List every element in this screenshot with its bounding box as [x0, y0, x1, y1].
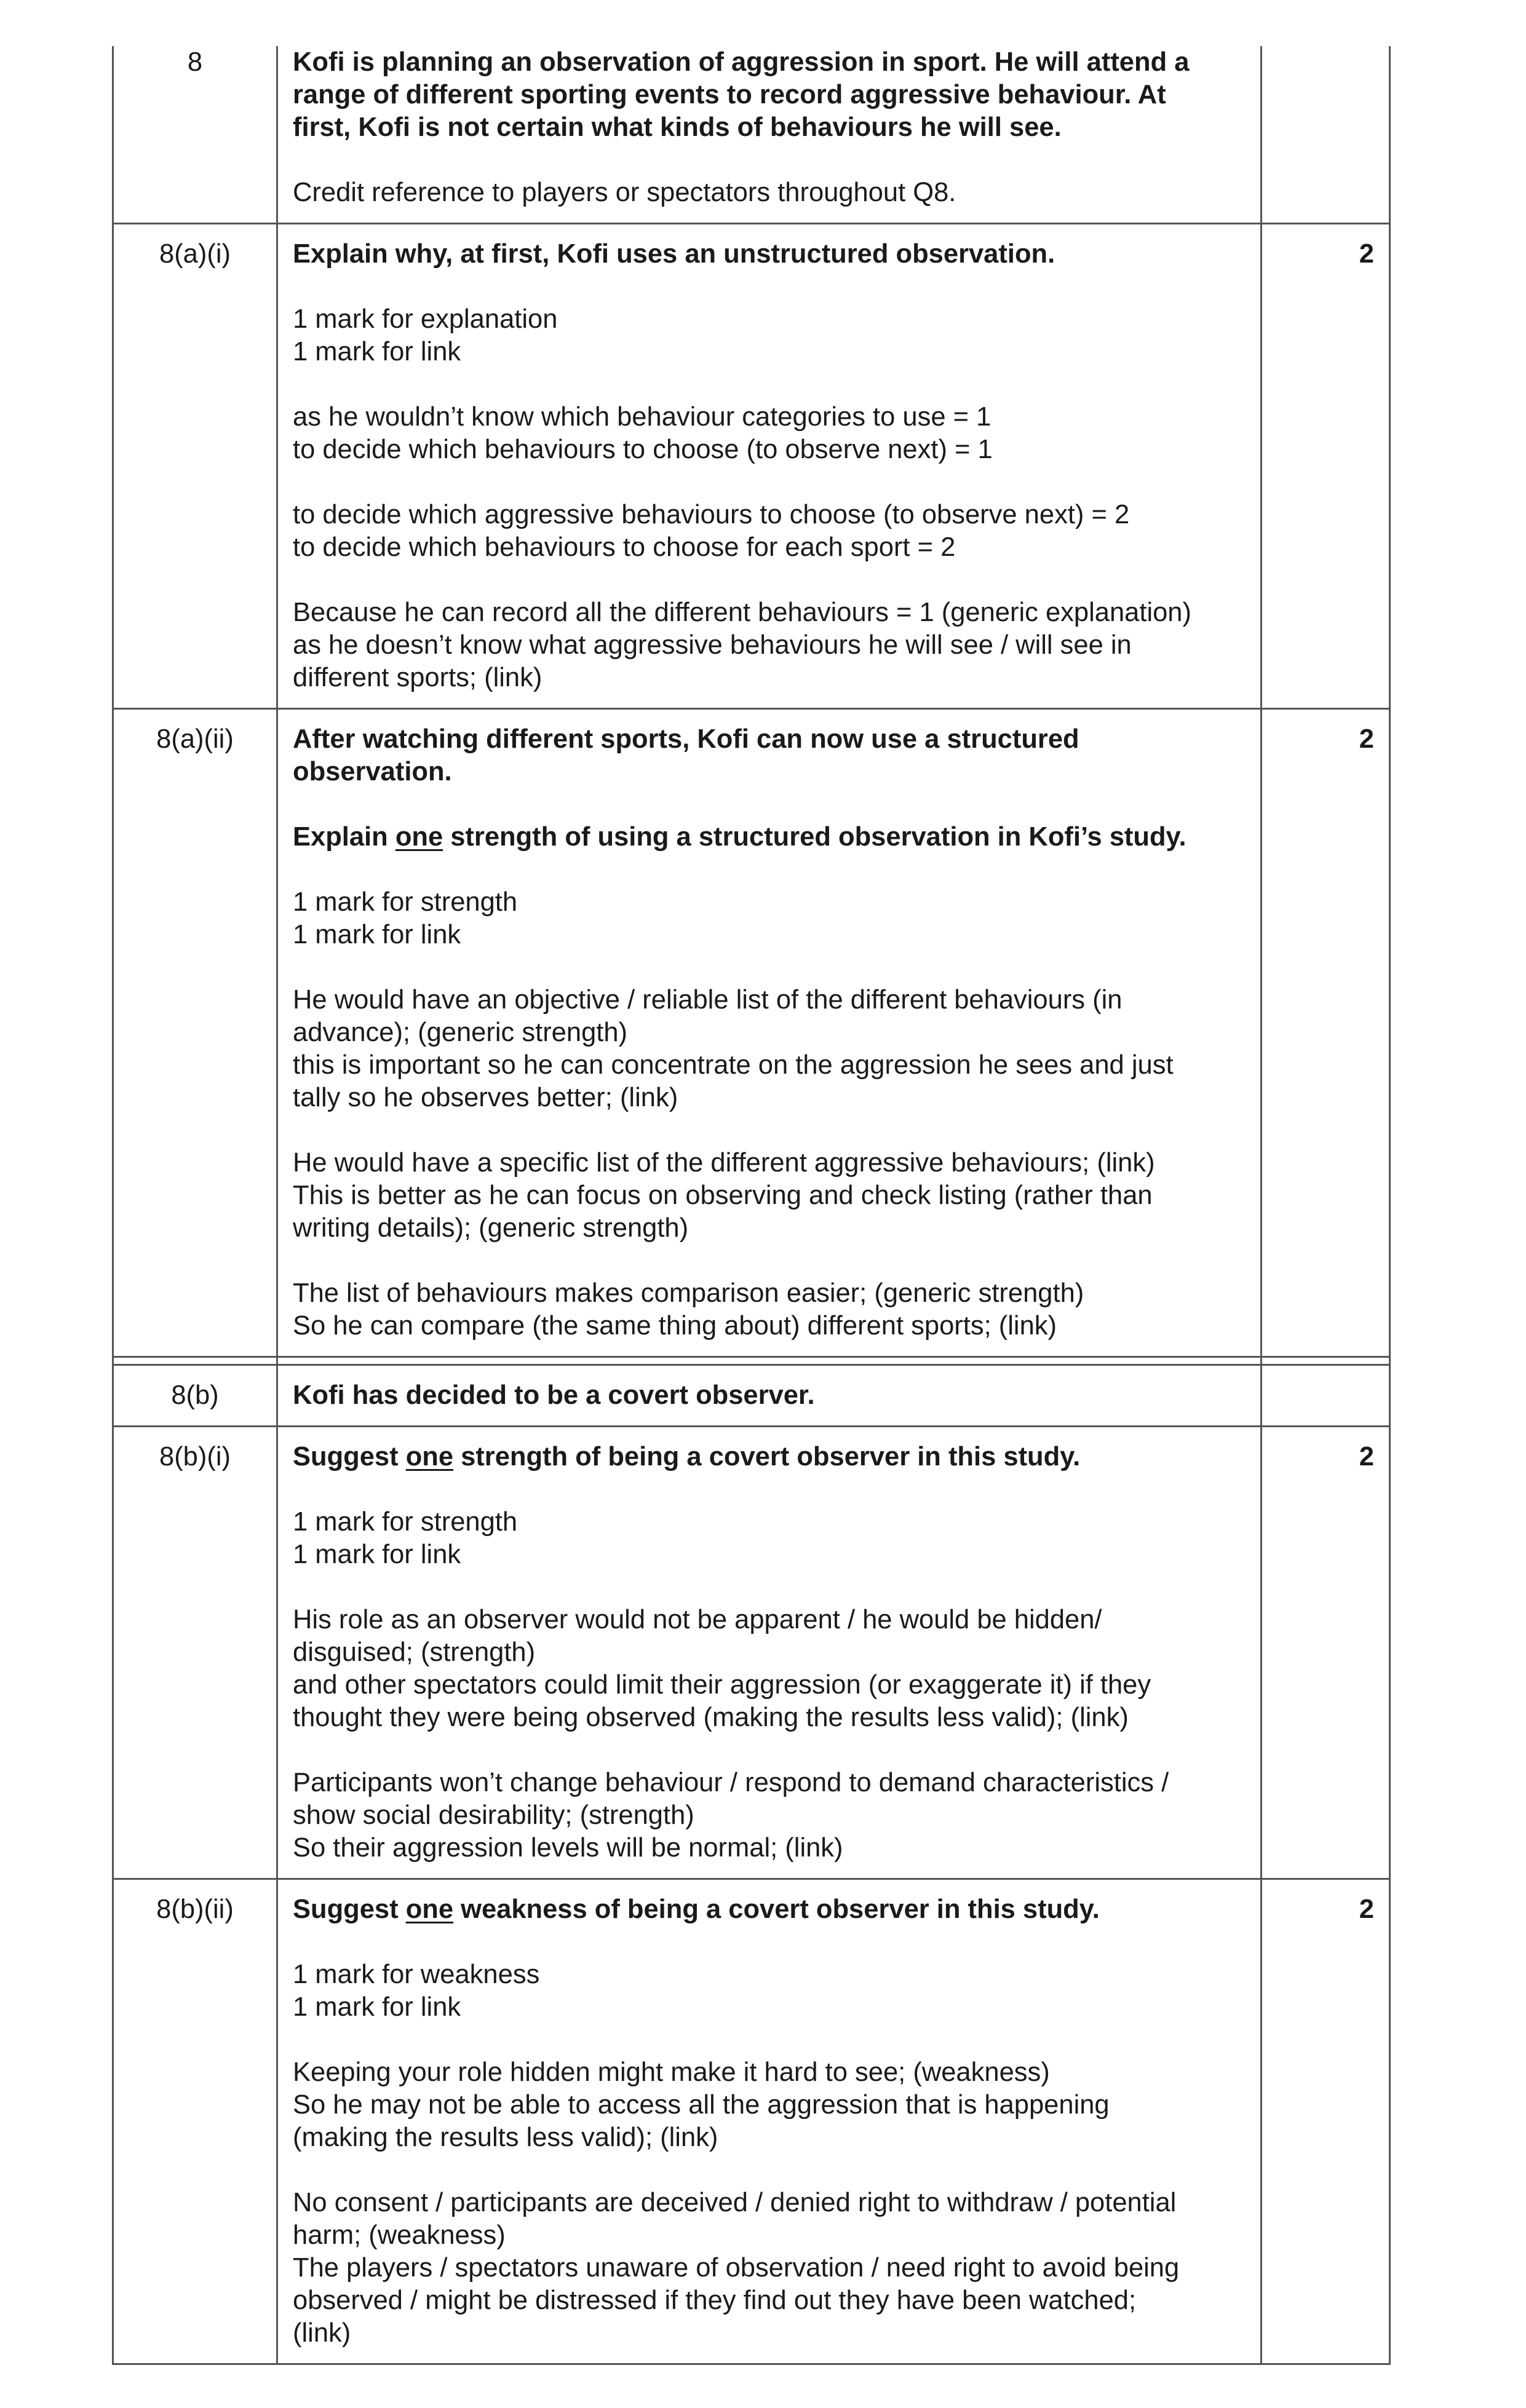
answer-example — [293, 499, 1246, 564]
answer-line: to decide which aggressive behaviours to choose (to observe next) = 2 — [293, 500, 1130, 529]
stem-text: Suggest — [293, 1442, 406, 1471]
stem-text: Explain — [293, 822, 395, 852]
question-number: 8(b)(ii) — [113, 1879, 277, 2364]
emphasis-word: one — [395, 822, 443, 852]
answer-cell — [277, 224, 1262, 709]
question-row-8 — [113, 46, 1390, 224]
answer-line: Because he can record all the different behaviours = 1 (generic explanation) — [293, 598, 1191, 627]
marks-cell — [1262, 46, 1390, 224]
question-stem: Explain why, at first, Kofi uses an unstructured observation. — [293, 239, 1055, 269]
answer-line: No consent / participants are deceived / denied right to withdraw / potential — [293, 2188, 1177, 2217]
answer-line: show social desirability; (strength) — [293, 1800, 694, 1830]
marks-cell: 2 — [1262, 1879, 1390, 2364]
answer-line: This is better as he can focus on observing and check listing (rather than — [293, 1181, 1153, 1210]
question-stem: Kofi has decided to be a covert observer. — [293, 1380, 815, 1410]
answer-line: (making the results less valid); (link) — [293, 2123, 718, 2152]
marks-cell — [1262, 1365, 1390, 1427]
answer-line: So he may not be able to access all the aggression that is happening — [293, 2090, 1110, 2120]
answer-line: tally so he observes better; (link) — [293, 1083, 678, 1112]
answer-cell — [277, 1427, 1262, 1879]
answer-line: So he can compare (the same thing about) different sports; (link) — [293, 1311, 1057, 1341]
answer-line: The list of behaviours makes comparison easier; (generic strength) — [293, 1278, 1084, 1308]
question-task — [293, 821, 1246, 853]
question-row-8bi — [113, 1427, 1390, 1879]
answer-line: 1 mark for link — [293, 337, 461, 366]
question-stem — [293, 723, 1246, 788]
question-row-8b — [113, 1365, 1390, 1427]
answer-line: 1 mark for weakness — [293, 1960, 540, 1989]
stem-text: Suggest — [293, 1895, 406, 1924]
mark-allocation — [293, 303, 1246, 368]
stem-line: first, Kofi is not certain what kinds of behaviours he will see. — [293, 113, 1062, 142]
question-stem — [293, 46, 1246, 144]
question-row-8ai — [113, 224, 1390, 709]
answer-example — [293, 984, 1246, 1114]
marking-guidance: Credit reference to players or spectators throughout Q8. — [293, 178, 956, 207]
stem-text: strength of using a structured observation in Kofi’s study. — [443, 822, 1186, 852]
answer-line: disguised; (strength) — [293, 1638, 536, 1667]
answer-cell — [277, 709, 1262, 1357]
question-number: 8(a)(i) — [113, 224, 277, 709]
answer-line: to decide which behaviours to choose for each sport = 2 — [293, 533, 956, 562]
marks-cell: 2 — [1262, 224, 1390, 709]
answer-line: Keeping your role hidden might make it hard to see; (weakness) — [293, 2057, 1050, 2087]
stem-line: observation. — [293, 757, 452, 786]
answer-line: 1 mark for link — [293, 920, 461, 949]
mark-allocation — [293, 1958, 1246, 2024]
answer-cell — [277, 46, 1262, 224]
answer-line: writing details); (generic strength) — [293, 1213, 689, 1243]
answer-line: different sports; (link) — [293, 663, 542, 692]
answer-line: His role as an observer would not be apparent / he would be hidden/ — [293, 1605, 1102, 1634]
marks-cell: 2 — [1262, 709, 1390, 1357]
answer-cell — [277, 1879, 1262, 2364]
emphasis-word: one — [405, 1442, 454, 1471]
answer-line: to decide which behaviours to choose (to observe next) = 1 — [293, 435, 993, 464]
answer-line: Participants won’t change behaviour / respond to demand characteristics / — [293, 1768, 1169, 1797]
answer-line: thought they were being observed (making the results less valid); (link) — [293, 1703, 1129, 1732]
answer-line: as he wouldn’t know which behaviour categories to use = 1 — [293, 402, 992, 432]
answer-example — [293, 1277, 1246, 1342]
stem-line: range of different sporting events to record aggressive behaviour. At — [293, 80, 1166, 109]
answer-line: 1 mark for link — [293, 1992, 461, 2022]
question-number: 8(b) — [113, 1365, 277, 1427]
answer-line: He would have a specific list of the different aggressive behaviours; (link) — [293, 1148, 1155, 1178]
answer-line: and other spectators could limit their aggression (or exaggerate it) if they — [293, 1670, 1151, 1700]
marks-cell: 2 — [1262, 1427, 1390, 1879]
question-row-8aii — [113, 709, 1390, 1357]
mark-allocation — [293, 886, 1246, 951]
answer-example — [293, 2056, 1246, 2154]
answer-example — [293, 596, 1246, 694]
answer-line: this is important so he can concentrate on the aggression he sees and just — [293, 1050, 1174, 1080]
mark-scheme-table — [112, 46, 1391, 2365]
question-number: 8 — [113, 46, 277, 224]
question-number: 8(b)(i) — [113, 1427, 277, 1879]
stem-line: Kofi is planning an observation of aggression in sport. He will attend a — [293, 47, 1190, 77]
stem-text: strength of being a covert observer in this study. — [453, 1442, 1081, 1471]
stem-text: weakness of being a covert observer in this study. — [453, 1895, 1100, 1924]
answer-line: So their aggression levels will be normal; (link) — [293, 1833, 843, 1863]
answer-line: (link) — [293, 2318, 351, 2348]
answer-line: 1 mark for strength — [293, 1507, 518, 1537]
answer-line: He would have an objective / reliable list of the different behaviours (in — [293, 985, 1123, 1015]
answer-line: The players / spectators unaware of observation / need right to avoid being — [293, 2253, 1180, 2283]
question-stem — [293, 1441, 1246, 1473]
mark-allocation — [293, 1506, 1246, 1571]
answer-example — [293, 1147, 1246, 1245]
answer-line: 1 mark for strength — [293, 887, 518, 917]
answer-example — [293, 1767, 1246, 1864]
answer-line: as he doesn’t know what aggressive behaviours he will see / will see in — [293, 630, 1132, 660]
answer-line: 1 mark for explanation — [293, 304, 558, 334]
answer-cell — [277, 1365, 1262, 1427]
answer-line: observed / might be distressed if they find out they have been watched; — [293, 2286, 1137, 2315]
stem-line: After watching different sports, Kofi can now use a structured — [293, 724, 1079, 754]
answer-example — [293, 401, 1246, 466]
answer-example — [293, 2187, 1246, 2350]
answer-line: harm; (weakness) — [293, 2220, 506, 2250]
question-stem — [293, 1893, 1246, 1926]
section-divider — [113, 1357, 1390, 1365]
emphasis-word: one — [405, 1895, 454, 1924]
answer-example — [293, 1604, 1246, 1734]
answer-line: 1 mark for link — [293, 1540, 461, 1569]
question-number: 8(a)(ii) — [113, 709, 277, 1357]
question-row-8bii — [113, 1879, 1390, 2364]
answer-line: advance); (generic strength) — [293, 1018, 628, 1047]
